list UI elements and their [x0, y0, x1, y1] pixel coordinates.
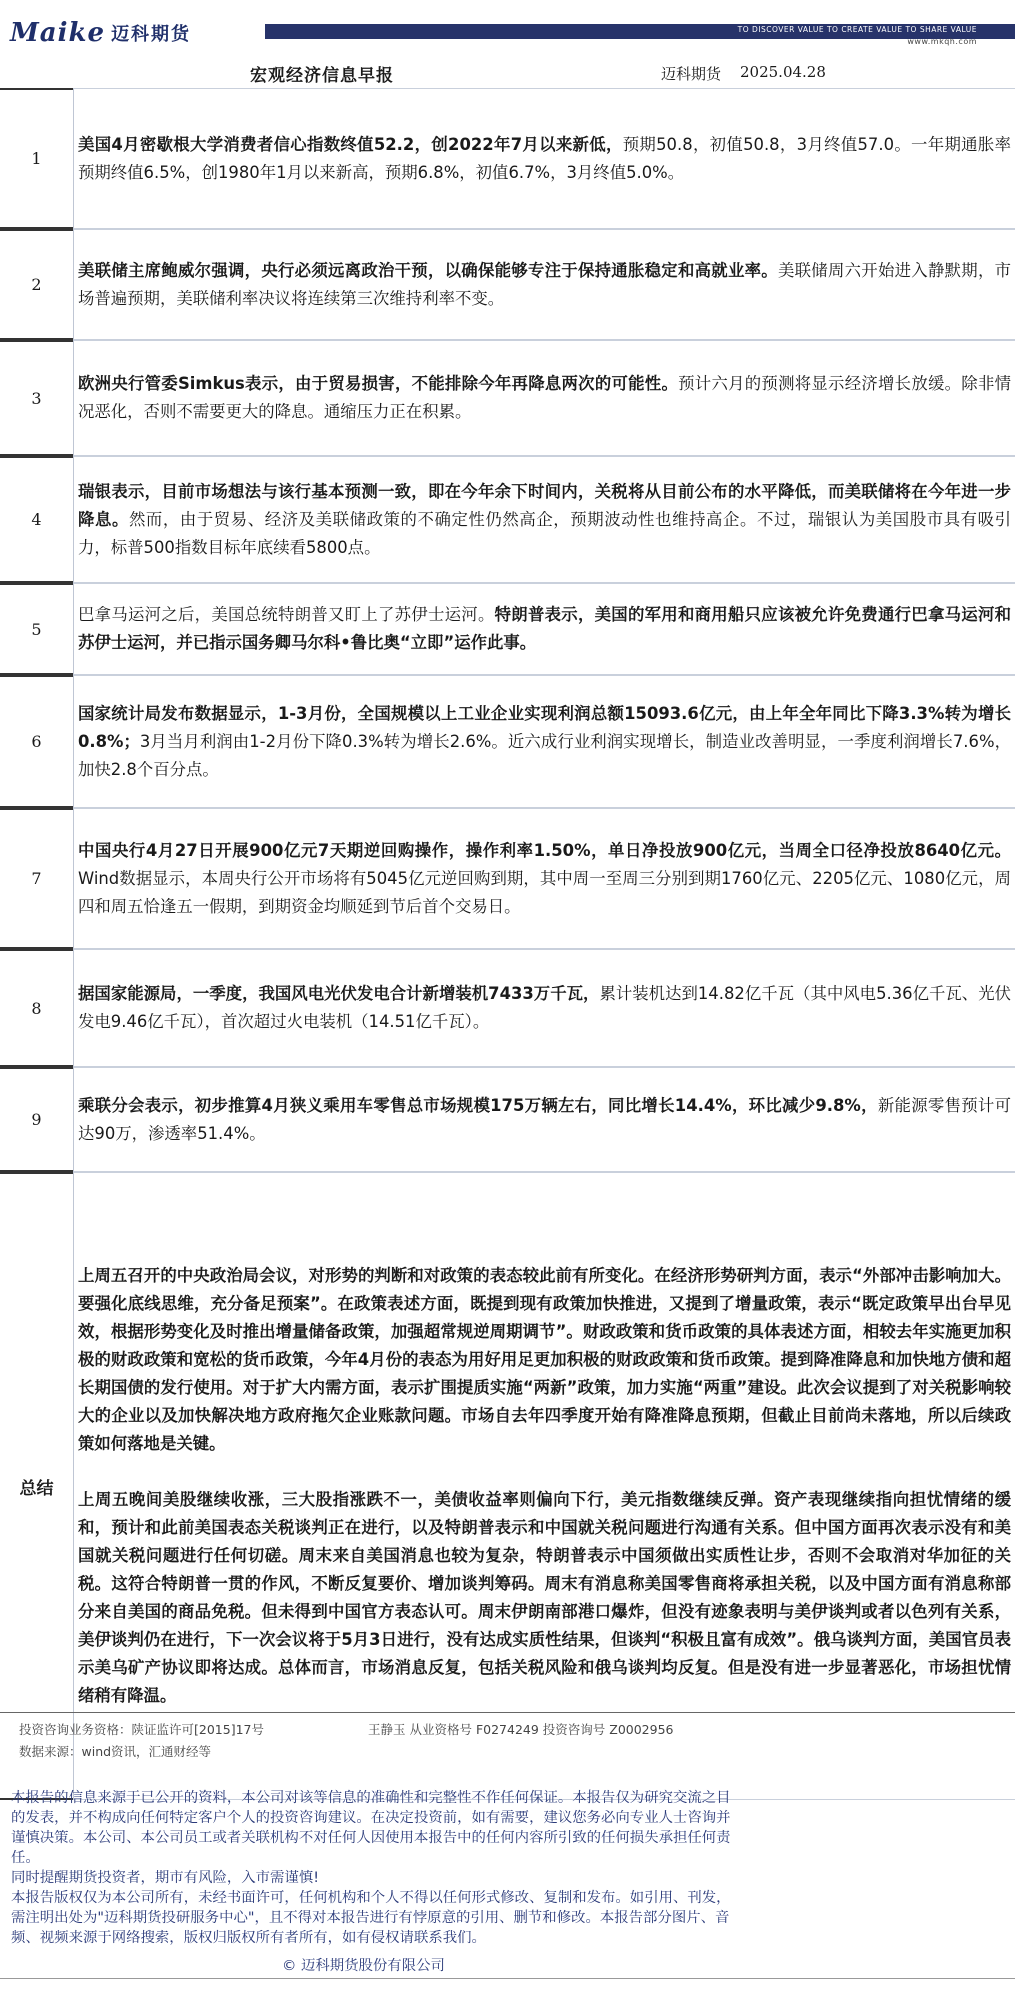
news-detail: 美联储周六开始进入静默期，市场普遍预期，美联储利率决议将连续第三次维持利率不变。 — [78, 260, 1012, 308]
news-detail: 3月当月利润由1-2月份下降0.3%转为增长2.6%。近六成行业利润实现增长，制造业改善明显，一季度利润增长7.6%，加快2.8个百分点。 — [78, 731, 1011, 779]
news-row — [0, 675, 1015, 808]
news-text — [78, 131, 1011, 187]
footer-divider — [0, 1712, 1015, 1713]
disclaimer-paragraph: 本报告的信息来源于已公开的资料，本公司对该等信息的准确性和完整性不作任何保证。本报告仅为研究交流之目的发表，并不构成向任何特定客户个人的投资咨询建议。在决定投资前，如有需要，建议您务必向专业人士咨询并谨慎决策。本公司、本公司员工或者关联机构不对任何人因使用本报告中的任何内容所引致的任何损失承担任何责任。 — [11, 1790, 731, 1866]
news-row — [0, 808, 1015, 949]
news-text — [78, 700, 1011, 784]
news-detail: 然而，由于贸易、经济及美联储政策的不确定性仍然高企，预期波动性也维持高企。不过，瑞银认为美国股市具有吸引力，标普500指数目标年底续看5800点。 — [78, 509, 1012, 557]
news-text-cell — [73, 808, 1015, 949]
data-source: 数据来源：wind资讯，汇通财经等 — [19, 1744, 212, 1759]
news-headline: 据国家能源局，一季度，我国风电光伏发电合计新增装机7433万千瓦， — [78, 984, 600, 1003]
report-date: 2025.04.28 — [740, 63, 826, 81]
row-number: 7 — [0, 808, 73, 949]
news-headline: 特朗普表示，美国的军用和商用船只应该被允许免费通行巴拿马运河和苏伊士运河，并已指示国务卿马尔科•鲁比奥“立即”运作此事。 — [78, 605, 1011, 652]
company-logo — [10, 16, 191, 46]
header-band — [0, 0, 1015, 52]
news-headline: 欧洲央行管委Simkus表示，由于贸易损害，不能排除今年再降息两次的可能性。 — [78, 374, 679, 393]
website: www.mkqh.com — [907, 37, 977, 46]
news-detail: Wind数据显示，本周央行公开市场将有5045亿元逆回购到期，其中周一至周三分别到期1760亿元、2205亿元、1080亿元，周四和周五恰逢五一假期，到期资金均顺延到节后首个交易日。 — [78, 868, 1011, 916]
summary-label: 总结 — [0, 1172, 73, 1800]
news-headline: 中国央行4月27日开展900亿元7天期逆回购操作，操作利率1.50%，单日净投放900亿元，当周全口径净投放8640亿元。 — [78, 840, 1011, 860]
news-row — [0, 88, 1015, 229]
news-detail: 新能源零售预计可达90万，渗透率51.4%。 — [78, 1095, 1012, 1143]
news-headline: 乘联分会表示，初步推算4月狭义乘用车零售总市场规模175万辆左右，同比增长14.4%，环比减少9.8%， — [78, 1095, 878, 1115]
analyst-info: 王静玉 从业资格号 F0274249 投资咨询号 Z0002956 — [368, 1722, 674, 1737]
news-text-cell — [73, 949, 1015, 1067]
news-text-cell — [73, 340, 1015, 456]
logo-en: Maike — [10, 18, 106, 48]
summary-body — [78, 1262, 1011, 1710]
row-number: 8 — [0, 949, 73, 1067]
report-source: 迈科期货 — [661, 65, 722, 83]
page-title: 宏观经济信息早报 — [250, 66, 394, 86]
news-text — [78, 257, 1011, 313]
news-text — [78, 1092, 1011, 1148]
news-row — [0, 949, 1015, 1067]
news-row — [0, 340, 1015, 456]
news-text-cell — [73, 88, 1015, 229]
news-text-cell — [73, 583, 1015, 675]
row-number: 3 — [0, 340, 73, 456]
bottom-divider — [0, 1978, 1015, 1979]
news-detail: 预计六月的预测将显示经济增长放缓。除非情况恶化，否则不需要更大的降息。通缩压力正在积累。 — [78, 374, 1012, 421]
license-info: 投资咨询业务资格：陕证监许可[2015]17号 — [19, 1722, 264, 1737]
slogan: TO DISCOVER VALUE TO CREATE VALUE TO SHARE VALUE — [737, 25, 977, 34]
news-text — [78, 980, 1011, 1036]
paragraph-gap — [78, 1458, 1011, 1486]
row-number: 6 — [0, 675, 73, 808]
copyright-notice: 本报告版权仅为本公司所有，未经书面许可，任何机构和个人不得以任何形式修改、复制和发布。如引用、刊发，需注明出处为"迈科期货投研服务中心"，且不得对本报告进行有悖原意的引用、删节和修改。本报告部分图片、音频、视频来源于网络搜索，版权归版权所有者所有，如有侵权请联系我们。 — [11, 1890, 731, 1946]
news-text — [78, 837, 1011, 921]
disclaimer — [11, 1788, 741, 1948]
title-row — [0, 52, 1015, 88]
risk-warning: 同时提醒期货投资者，期市有风险，入市需谨慎! — [11, 1870, 319, 1886]
news-text — [78, 601, 1011, 657]
news-text — [78, 370, 1011, 426]
news-text-cell — [73, 1067, 1015, 1172]
row-number: 9 — [0, 1067, 73, 1172]
news-row — [0, 456, 1015, 583]
row-number: 4 — [0, 456, 73, 583]
news-text — [78, 478, 1011, 562]
news-text-cell — [73, 229, 1015, 340]
row-number: 1 — [0, 88, 73, 229]
news-headline: 国家统计局发布数据显示，1-3月份，全国规模以上工业企业实现利润总额15093.6亿元，由上年全年同比下降3.3%转为增长0.8%； — [78, 703, 1011, 751]
news-headline: 美国4月密歇根大学消费者信心指数终值52.2，创2022年7月以来新低， — [78, 134, 623, 154]
news-row — [0, 583, 1015, 675]
summary-paragraph: 上周五召开的中央政治局会议，对形势的判断和对政策的表态较此前有所变化。在经济形势研判方面，表示“外部冲击影响加大。要强化底线思维，充分备足预案”。在政策表述方面，既提到现有政策加快推进，又提到了增量政策，表示“既定政策早出台早见效，根据形势变化及时推出增量储备政策，加强超常规逆周期调节”。财政政策和货币政策的具体表述方面，相较去年实施更加积极的财政政策和宽松的货币政策，今年4月份的表态为用好用足更加积极的财政政策和货币政策。提到降准降息和加快地方债和超长期国债的发行使用。对于扩大内需方面，表示扩围提质实施“两新”政策，加力实施“两重”建设。此次会议提到了对关税影响较大的企业以及加快解决地方政府拖欠企业账款问题。市场自去年四季度开始有降准降息预期，但截止目前尚未落地，所以后续政策如何落地是关键。 — [78, 1266, 1011, 1453]
row-number: 2 — [0, 229, 73, 340]
news-intro: 巴拿马运河之后，美国总统特朗普又盯上了苏伊士运河。 — [78, 605, 495, 624]
row-number: 5 — [0, 583, 73, 675]
logo-cn: 迈科期货 — [111, 24, 192, 45]
news-text-cell — [73, 675, 1015, 808]
copyright: © 迈科期货股份有限公司 — [282, 1958, 445, 1974]
summary-row — [0, 1172, 1015, 1800]
news-headline: 瑞银表示，目前市场想法与该行基本预测一致，即在今年余下时间内，关税将从目前公布的水平降低，而美联储将在今年进一步降息。 — [78, 481, 1011, 529]
news-detail: 预期50.8，初值50.8，3月终值57.0。一年期通胀率预期终值6.5%，创1980年1月以来新高，预期6.8%，初值6.7%，3月终值5.0%。 — [78, 134, 1011, 182]
summary-text-cell — [73, 1172, 1015, 1800]
news-text-cell — [73, 456, 1015, 583]
news-detail: 累计装机达到14.82亿千瓦（其中风电5.36亿千瓦、光伏发电9.46亿千瓦），首次超过火电装机（14.51亿千瓦）。 — [78, 984, 1012, 1031]
news-row — [0, 1067, 1015, 1172]
slogan-bar — [265, 24, 1015, 39]
news-row — [0, 229, 1015, 340]
summary-paragraph: 上周五晚间美股继续收涨，三大股指涨跌不一，美债收益率则偏向下行，美元指数继续反弹。资产表现继续指向担忧情绪的缓和，预计和此前美国表态关税谈判正在进行，以及特朗普表示和中国就关税问题进行沟通有关系。但中国方面再次表示没有和美国就关税问题进行任何切磋。周末来自美国消息也较为复杂，特朗普表示中国须做出实质性让步，否则不会取消对华加征的关税。这符合特朗普一贯的作风，不断反复要价、增加谈判筹码。周末有消息称美国零售商将承担关税，以及中国方面有消息称部分来自美国的商品免税。但未得到中国官方表态认可。周末伊朗南部港口爆炸，但没有迹象表明与美伊谈判或者以色列有关系，美伊谈判仍在进行，下一次会议将于5月3日进行，没有达成实质性结果，但谈判“积极且富有成效”。俄乌谈判方面，美国官员表示美乌矿产协议即将达成。总体而言，市场消息反复，包括关税风险和俄乌谈判均反复。但是没有进一步显著恶化，市场担忧情绪稍有降温。 — [78, 1490, 1011, 1705]
news-headline: 美联储主席鲍威尔强调，央行必须远离政治干预，以确保能够专注于保持通胀稳定和高就业率。 — [78, 260, 778, 280]
